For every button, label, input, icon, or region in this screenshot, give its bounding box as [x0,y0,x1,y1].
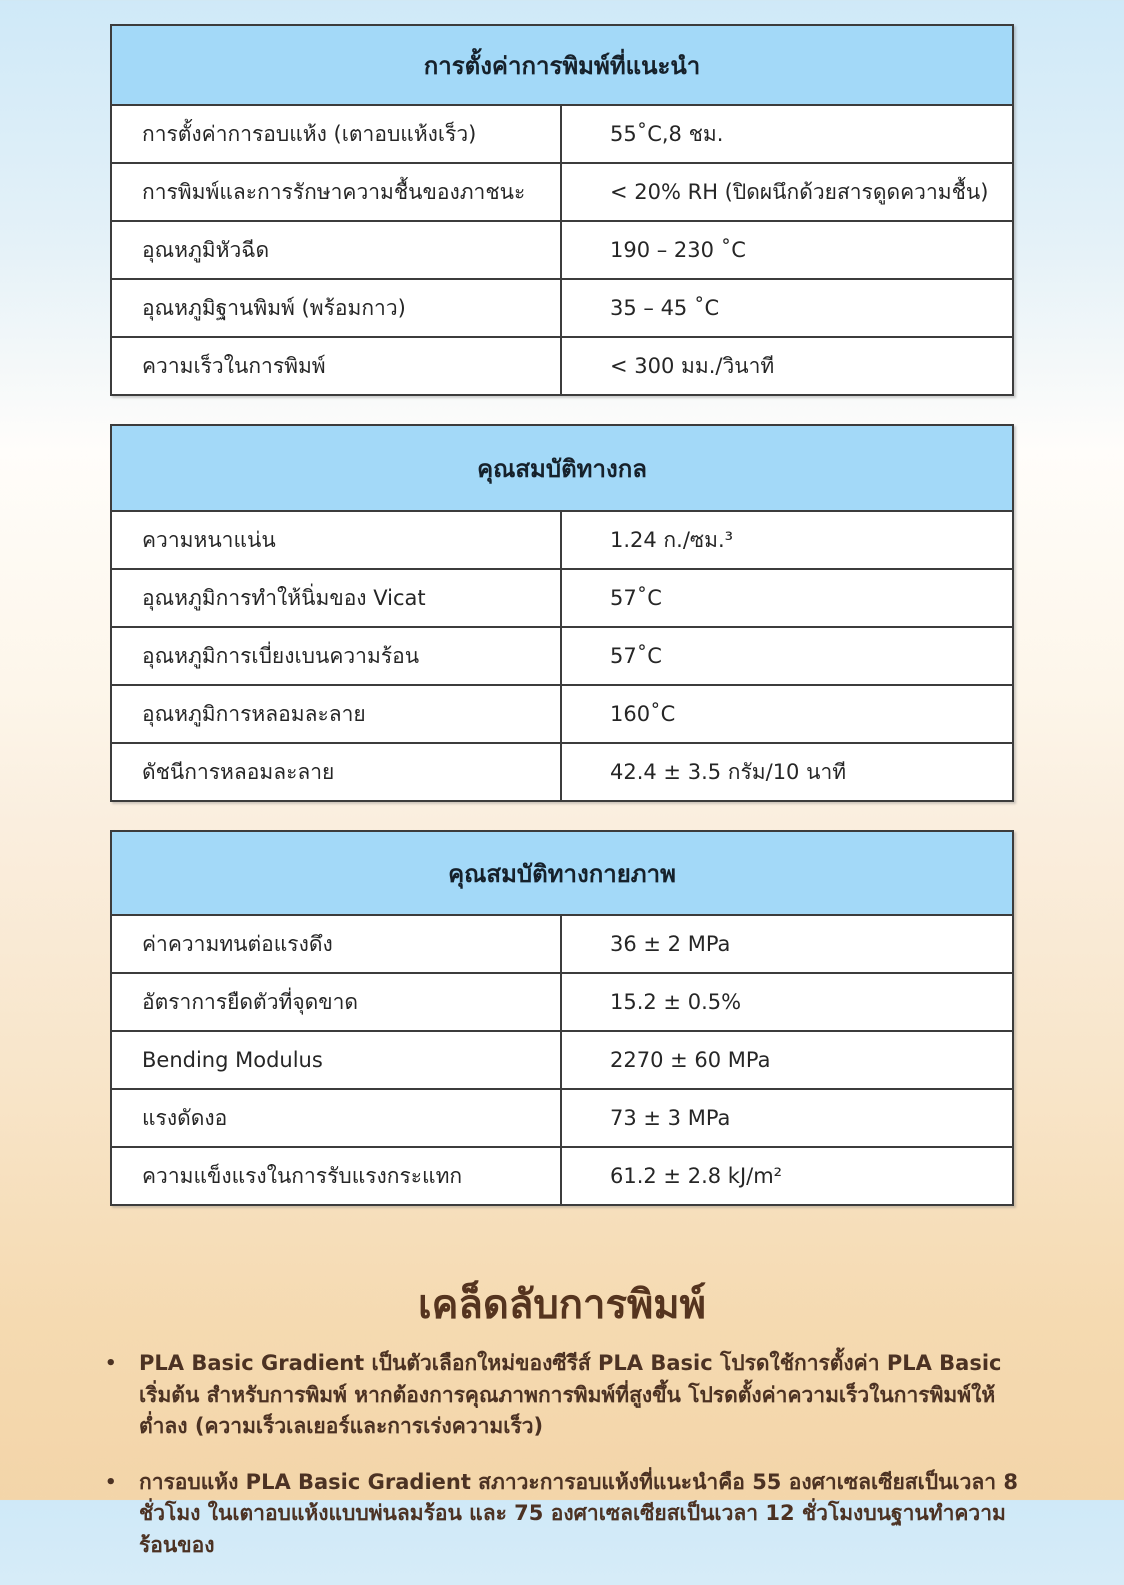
row-label: อุณหภูมิการเบี่ยงเบนความร้อน [112,628,562,684]
row-label: ความเร็วในการพิมพ์ [112,338,562,394]
printing-tips-title: เคล็ดลับการพิมพ์ [417,1282,707,1328]
row-value: < 300 มม./วินาที [610,353,775,378]
printing-tips-list [105,1348,1020,1585]
table-row [112,512,1012,570]
row-label: ดัชนีการหลอมละลาย [112,744,562,800]
row-label: อัตราการยืดตัวที่จุดขาด [112,974,562,1030]
row-value: < 20% RH (ปิดผนึกด้วยสารดูดความชื้น) [610,179,989,204]
row-label: อุณหภูมิหัวฉีด [112,222,562,278]
mechanical-properties-table-title: คุณสมบัติทางกล [112,426,1012,512]
row-label: แรงดัดงอ [112,1090,562,1146]
tip-text: การอบแห้ง PLA Basic Gradient สภาวะการอบแห้งที่แนะนำคือ 55 องศาเซลเซียสเป็นเวลา 8 ชั่วโมง ในเตาอบแห้งแบบพ่นลมร้อน และ 75 องศาเซลเซียสเป็นเวลา 12 ชั่วโมงบนฐานทำความร้อนของ [139,1469,1018,1557]
print-settings-table [110,24,1014,396]
physical-properties-table-title: คุณสมบัติทางกายภาพ [112,832,1012,916]
table-row [112,628,1012,686]
row-label: อุณหภูมิการทำให้นิ่มของ Vicat [112,570,562,626]
row-value: 57˚C [610,644,662,668]
row-label: ความแข็งแรงในการรับแรงกระแทก [112,1148,562,1204]
row-value: 73 ± 3 MPa [610,1106,731,1130]
row-value: 61.2 ± 2.8 kJ/m² [610,1164,783,1188]
row-value: 55˚C,8 ชม. [610,121,724,146]
tip-text: PLA Basic Gradient เป็นตัวเลือกใหม่ของซีรีส์ PLA Basic โปรดใช้การตั้งค่า PLA Basic เริ่มต้น สำหรับการพิมพ์ หากต้องการคุณภาพการพิมพ์ที่สูงขึ้น โปรดตั้งค่าความเร็วในการพิมพ์ให้ต่ำลง (ความเร็วเลเยอร์และการเร่งความเร็ว) [139,1351,1002,1438]
list-item [105,1348,1020,1443]
physical-properties-table [110,830,1014,1206]
table-row [112,1032,1012,1090]
bullet-icon: • [105,1471,117,1493]
table-row [112,974,1012,1032]
table-row [112,222,1012,280]
row-value: 160˚C [610,702,676,726]
row-value: 42.4 ± 3.5 กรัม/10 นาที [610,759,847,784]
table-row [112,744,1012,800]
table-row [112,570,1012,628]
row-label: ค่าความทนต่อแรงดึง [112,916,562,972]
table-row [112,686,1012,744]
row-label: การตั้งค่าการอบแห้ง (เตาอบแห้งเร็ว) [112,106,562,162]
row-label: การพิมพ์และการรักษาความชื้นของภาชนะ [112,164,562,220]
bullet-icon: • [105,1353,117,1374]
row-label: อุณหภูมิการหลอมละลาย [112,686,562,742]
row-value: 1.24 ก./ซม.³ [610,527,734,552]
list-item [105,1467,1020,1562]
table-row [112,338,1012,394]
table-row [112,164,1012,222]
row-value: 2270 ± 60 MPa [610,1048,771,1072]
row-value: 36 ± 2 MPa [610,932,731,956]
row-value: 57˚C [610,586,662,610]
table-row [112,106,1012,164]
mechanical-properties-table [110,424,1014,802]
row-label: อุณหภูมิฐานพิมพ์ (พร้อมกาว) [112,280,562,336]
row-label: ความหนาแน่น [112,512,562,568]
row-value: 35 – 45 ˚C [610,296,720,320]
row-value: 15.2 ± 0.5% [610,990,742,1014]
row-label: Bending Modulus [112,1032,562,1088]
table-row [112,916,1012,974]
print-settings-table-title: การตั้งค่าการพิมพ์ที่แนะนำ [112,26,1012,106]
table-row [112,280,1012,338]
table-row [112,1090,1012,1148]
table-row [112,1148,1012,1204]
row-value: 190 – 230 ˚C [610,238,746,262]
